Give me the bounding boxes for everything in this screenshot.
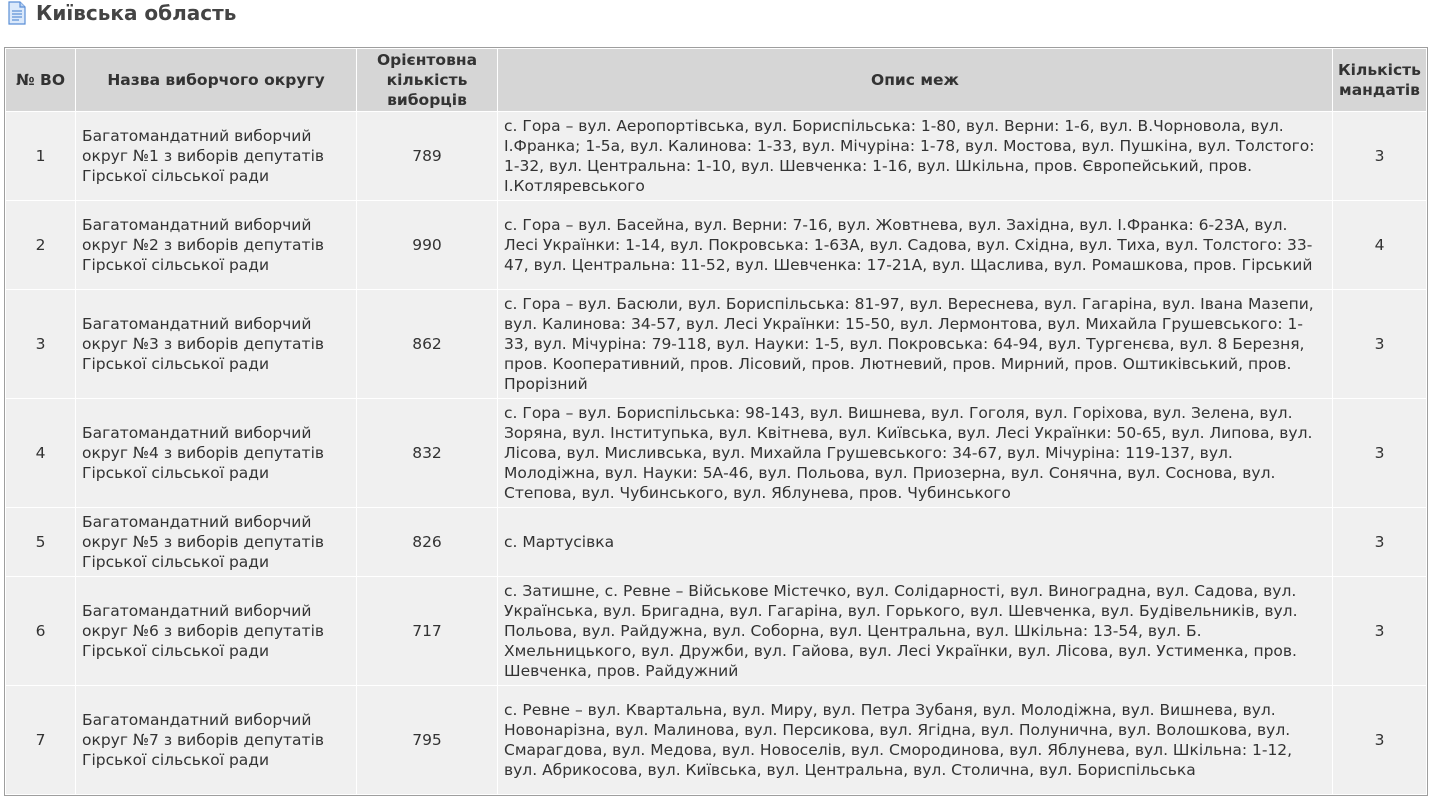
district-name: Багатомандатний виборчий округ №2 з виборів депутатів Гірської сільської ради (76, 201, 357, 290)
page-title: Київська область (36, 1, 237, 25)
district-mandates: 3 (1333, 290, 1427, 399)
district-mandates: 4 (1333, 201, 1427, 290)
column-header-mandates: Кількість мандатів (1333, 49, 1427, 112)
district-mandates: 3 (1333, 508, 1427, 577)
page-header (6, 0, 236, 26)
district-description: с. Ревне – вул. Квартальна, вул. Миру, вул. Петра Зубаня, вул. Молодіжна, вул. Вишнева, вул. Новонарізна, вул. Малинова, вул. Персикова, вул. Ягідна, вул. Полунична, вул. Волошкова, вул. Смарагдова, вул. Медова, вул. Новоселів, вул. Смородинова, вул. Яблунева, вул. Шкільна: 1-12, вул. Абрикосова, вул. Київська, вул. Центральна, вул. Столична, вул. Бориспільська (498, 686, 1333, 795)
district-number: 3 (6, 290, 76, 399)
district-voters: 862 (357, 290, 498, 399)
district-mandates: 3 (1333, 577, 1427, 686)
district-description: с. Гора – вул. Аеропортівська, вул. Бориспільська: 1-80, вул. Верни: 1-6, вул. В.Чорновола, вул. І.Франка; 1-5а, вул. Калинова: 1-33, вул. Мічуріна: 1-78, вул. Мостова, вул. Пушкіна, вул. Толстого: 1-32, вул. Центральна: 1-10, вул. Шевченка: 1-16, вул. Шкільна, пров. Європейський, пров. І.Котляревського (498, 112, 1333, 201)
table-row (6, 399, 1427, 508)
table-row (6, 508, 1427, 577)
district-voters: 717 (357, 577, 498, 686)
column-header-number: № ВО (6, 49, 76, 112)
document-icon (6, 1, 28, 25)
district-description: с. Гора – вул. Бориспільська: 98-143, вул. Вишнева, вул. Гоголя, вул. Горіхова, вул. Зелена, вул. Зоряна, вул. Інститупька, вул. Квітнева, вул. Київська, вул. Лесі Українки: 50-65, вул. Липова, вул. Лісова, вул. Мисливська, вул. Михайла Грушевського: 34-67, вул. Мічуріна: 119-137, вул. Молодіжна, вул. Науки: 5А-46, вул. Польова, вул. Приозерна, вул. Сонячна, вул. Соснова, вул. Степова, вул. Чубинського, вул. Яблунева, пров. Чубинського (498, 399, 1333, 508)
district-voters: 832 (357, 399, 498, 508)
district-name: Багатомандатний виборчий округ №3 з виборів депутатів Гірської сільської ради (76, 290, 357, 399)
district-name: Багатомандатний виборчий округ №5 з виборів депутатів Гірської сільської ради (76, 508, 357, 577)
table-row (6, 112, 1427, 201)
district-number: 2 (6, 201, 76, 290)
districts-table (5, 48, 1427, 795)
district-number: 4 (6, 399, 76, 508)
table-header-row (6, 49, 1427, 112)
table-row (6, 577, 1427, 686)
district-number: 5 (6, 508, 76, 577)
column-header-description: Опис меж (498, 49, 1333, 112)
district-name: Багатомандатний виборчий округ №4 з виборів депутатів Гірської сільської ради (76, 399, 357, 508)
district-number: 1 (6, 112, 76, 201)
district-name: Багатомандатний виборчий округ №7 з виборів депутатів Гірської сільської ради (76, 686, 357, 795)
district-description: с. Гора – вул. Басейна, вул. Верни: 7-16, вул. Жовтнева, вул. Західна, вул. І.Франка: 6-23А, вул. Лесі Українки: 1-14, вул. Покровська: 1-63А, вул. Садова, вул. Східна, вул. Тиха, вул. Толстого: 33-47, вул. Центральна: 11-52, вул. Шевченка: 17-21А, вул. Щаслива, вул. Ромашкова, пров. Гірський (498, 201, 1333, 290)
district-number: 6 (6, 577, 76, 686)
district-description: с. Затишне, с. Ревне – Військове Містечко, вул. Солідарності, вул. Виноградна, вул. Садова, вул. Українська, вул. Бригадна, вул. Гагаріна, вул. Горького, вул. Шевченка, вул. Будівельників, вул. Польова, вул. Райдужна, вул. Соборна, вул. Центральна, вул. Шкільна: 13-54, вул. Б. Хмельницького, вул. Дружби, вул. Гайова, вул. Лесі Українки, вул. Лісова, вул. Устименка, пров. Шевченка, пров. Райдужний (498, 577, 1333, 686)
table-row (6, 290, 1427, 399)
district-voters: 990 (357, 201, 498, 290)
table-row (6, 686, 1427, 795)
district-number: 7 (6, 686, 76, 795)
district-description: с. Мартусівка (498, 508, 1333, 577)
column-header-voters: Орієнтовна кількість виборців (357, 49, 498, 112)
district-name: Багатомандатний виборчий округ №6 з виборів депутатів Гірської сільської ради (76, 577, 357, 686)
district-mandates: 3 (1333, 112, 1427, 201)
column-header-name: Назва виборчого округу (76, 49, 357, 112)
district-mandates: 3 (1333, 399, 1427, 508)
district-mandates: 3 (1333, 686, 1427, 795)
district-name: Багатомандатний виборчий округ №1 з виборів депутатів Гірської сільської ради (76, 112, 357, 201)
table-row (6, 201, 1427, 290)
district-voters: 789 (357, 112, 498, 201)
district-description: с. Гора – вул. Басюли, вул. Бориспільська: 81-97, вул. Вереснева, вул. Гагаріна, вул. Івана Мазепи, вул. Калинова: 34-57, вул. Лесі Українки: 15-50, вул. Лермонтова, вул. Михайла Грушевського: 1-33, вул. Мічуріна: 79-118, вул. Науки: 1-5, вул. Покровська: 64-94, вул. Тургенєва, вул. 8 Березня, пров. Кооперативний, пров. Лісовий, пров. Лютневий, пров. Мирний, пров. Оштиківський, пров. Прорізний (498, 290, 1333, 399)
district-voters: 795 (357, 686, 498, 795)
district-voters: 826 (357, 508, 498, 577)
